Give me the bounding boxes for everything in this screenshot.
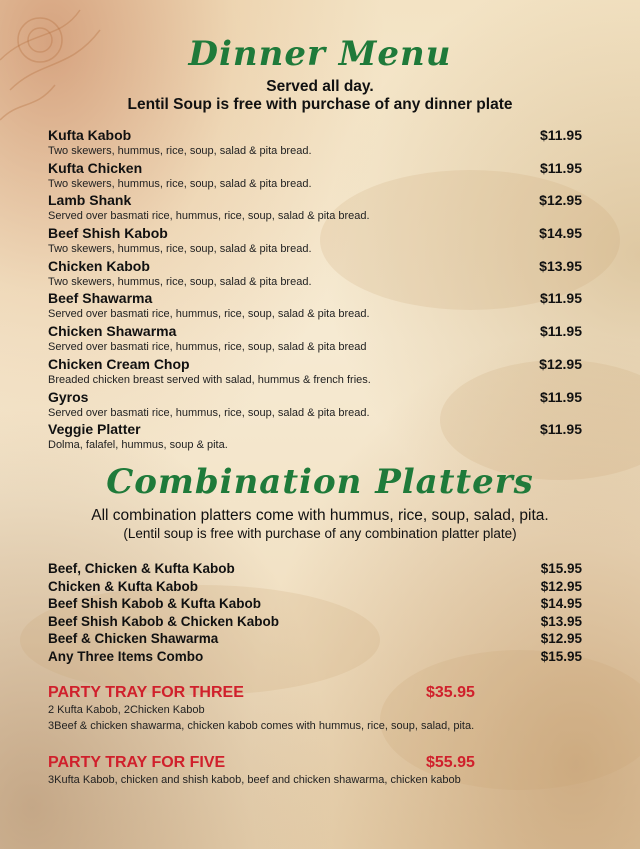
item-price: $12.95 [539, 355, 582, 372]
dinner-menu-title: Dinner Menu [188, 34, 452, 74]
dinner-subtitle-lentil: Lentil Soup is free with purchase of any dinner plate [127, 96, 513, 113]
combo-item [48, 631, 588, 649]
combo-price: $13.95 [540, 613, 582, 629]
combo-item [48, 579, 588, 597]
combo-price: $14.95 [540, 596, 582, 612]
combo-name: Beef Shish Kabob & Kufta Kabob [48, 596, 262, 612]
item-description: Two skewers, hummus, rice, soup, salad & pita bread. [48, 145, 312, 157]
tray-title: PARTY TRAY FOR FIVE [48, 754, 226, 771]
menu-item [48, 225, 588, 258]
tray-description-line: 3Beef & chicken shawarma, chicken kabob comes with hummus, rice, soup, salad, pita. [48, 720, 475, 732]
item-name: Beef Shish Kabob [48, 225, 168, 242]
item-name: Chicken Shawarma [48, 323, 177, 340]
item-price: $11.95 [539, 159, 582, 176]
menu-item [48, 127, 588, 160]
combo-name: Beef Shish Kabob & Chicken Kabob [48, 613, 280, 629]
combo-item [48, 614, 588, 632]
combo-price: $12.95 [540, 578, 582, 594]
item-name: Lamb Shank [48, 192, 132, 209]
tray-price: $35.95 [426, 684, 475, 701]
item-name: Veggie Platter [48, 421, 141, 438]
dinner-subtitle-served: Served all day. [266, 78, 374, 95]
item-name: Chicken Cream Chop [48, 355, 190, 372]
item-name: Gyros [48, 388, 89, 405]
item-description: Breaded chicken breast served with salad, hummus & french fries. [48, 373, 371, 386]
combo-item [48, 649, 588, 667]
item-price: $13.95 [539, 257, 582, 274]
item-price: $11.95 [539, 421, 582, 438]
combination-lentil-note: (Lentil soup is free with purchase of any combination platter plate) [123, 526, 517, 541]
combo-price: $15.95 [540, 561, 582, 576]
menu-item [48, 290, 588, 323]
combo-item [48, 596, 588, 614]
tray-description-line: 2 Kufta Kabob, 2Chicken Kabob [48, 704, 205, 716]
combo-name: Beef & Chicken Shawarma [48, 631, 219, 647]
item-name: Kufta Kabob [48, 127, 132, 143]
item-description: Two skewers, hummus, rice, soup, salad & pita bread. [48, 275, 312, 288]
item-description: Two skewers, hummus, rice, soup, salad & pita bread. [48, 243, 312, 256]
combo-name: Chicken & Kufta Kabob [48, 578, 199, 594]
combo-name: Any Three Items Combo [48, 648, 204, 664]
dinner-items-list [48, 127, 588, 454]
item-price: $11.95 [539, 388, 582, 405]
combination-items-list [48, 561, 588, 667]
menu-item [48, 160, 588, 193]
combo-item [48, 561, 588, 579]
item-name: Kufta Chicken [48, 159, 143, 176]
item-description: Served over basmati rice, hummus, rice, soup, salad & pita bread. [48, 308, 370, 321]
item-description: Served over basmati rice, hummus, rice, soup, salad & pita bread. [48, 406, 370, 419]
combination-platters-title: Combination Platters [106, 462, 534, 502]
item-description: Two skewers, hummus, rice, soup, salad & pita bread. [48, 177, 312, 190]
menu-item [48, 356, 588, 389]
combo-name: Beef, Chicken & Kufta Kabob [48, 561, 235, 576]
item-description: Dolma, falafel, hummus, soup & pita. [48, 439, 228, 452]
tray-price: $55.95 [426, 754, 475, 771]
combo-price: $15.95 [540, 648, 582, 664]
combination-intro: All combination platters come with hummus, rice, soup, salad, pita. [91, 507, 549, 524]
menu-item [48, 323, 588, 356]
menu-item [48, 192, 588, 225]
menu-item [48, 421, 588, 454]
item-name: Beef Shawarma [48, 290, 153, 307]
item-name: Chicken Kabob [48, 257, 150, 274]
item-description: Served over basmati rice, hummus, rice, soup, salad & pita bread. [48, 210, 370, 223]
combo-price: $12.95 [540, 631, 582, 647]
menu-item [48, 258, 588, 291]
tray-description-line: 3Kufta Kabob, chicken and shish kabob, beef and chicken shawarma, chicken kabob [48, 774, 461, 786]
item-price: $11.95 [539, 290, 582, 307]
tray-title: PARTY TRAY FOR THREE [48, 684, 244, 701]
item-price: $12.95 [539, 192, 582, 209]
item-price: $11.95 [539, 127, 582, 143]
item-description: Served over basmati rice, hummus, rice, soup, salad & pita bread [48, 341, 367, 354]
item-price: $11.95 [539, 323, 582, 340]
item-price: $14.95 [539, 225, 582, 242]
menu-item [48, 389, 588, 422]
